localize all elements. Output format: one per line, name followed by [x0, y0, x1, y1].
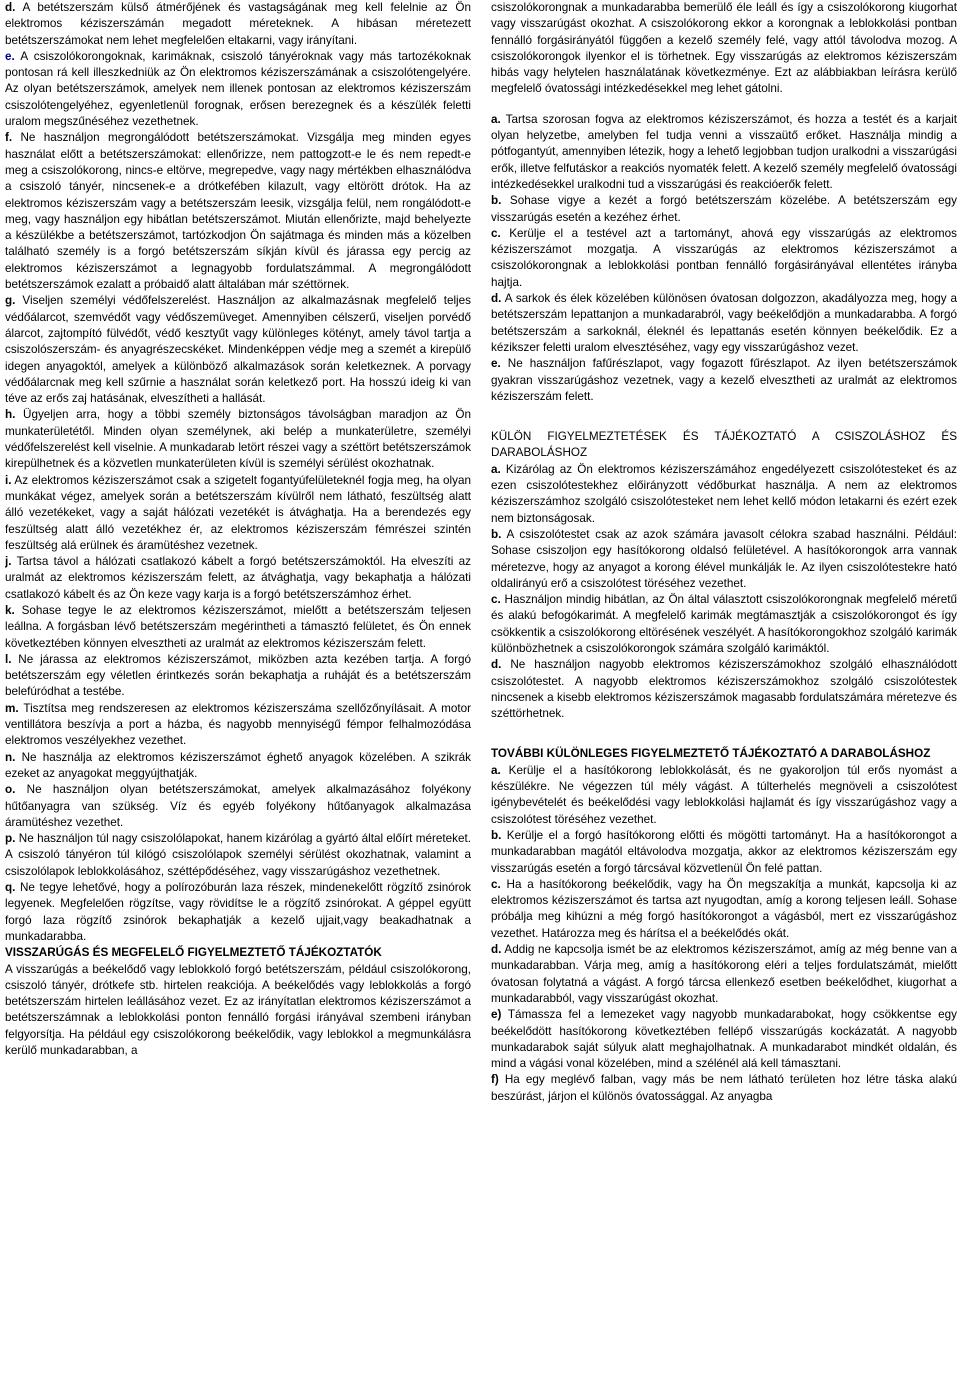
paragraph-cutting-c: [491, 877, 957, 942]
item-marker: f.: [5, 131, 13, 145]
paragraph-grinding-c: [491, 592, 957, 657]
spacer: [491, 98, 957, 112]
item-text: Kerülje el a testével azt a tartományt, ahová egy visszarúgás az elektromos kéziszerszámot mozgatja. A visszarúgás az elektromos kéziszerszámot a csiszolókorongnak a leblokkolási pontban fennálló forgásirányával ellentétes irányba hajtja.: [491, 226, 957, 289]
item-text: Ne tegye lehetővé, hogy a polírozóburán laza részek, mindenekelőtt rögzítő zsinórok legyenek. Megfelelően rögzítse, vagy rövidítse le a rögzítő zsinórokat. A géppel együtt forgó laza rögzítő zsinórok bekaphatják a kezelő ujjait,vagy beakadhatnak a munkadarabba.: [5, 881, 471, 943]
paragraph-o: [5, 782, 471, 831]
item-marker: b.: [491, 828, 502, 842]
item-marker: c.: [491, 226, 501, 240]
item-marker: p.: [5, 832, 16, 846]
item-marker: b.: [491, 194, 502, 208]
item-text: Kerülje el a forgó hasítókorong előtti és mögötti tartományt. Ha a hasítókorongot a munkadarabban magától eltávolodva mozgatja, akkor az elektromos kéziszerszám egy visszarúgás esetén a forgó tárcsával közvetlenül Ön felé pattan.: [491, 828, 957, 875]
paragraph-cutting-a: [491, 763, 957, 828]
item-marker: e): [491, 1008, 502, 1022]
spacer: [491, 405, 957, 429]
item-marker: g.: [5, 294, 16, 308]
paragraph-kickback-c: [491, 226, 957, 291]
item-marker: q.: [5, 881, 16, 895]
paragraph-m: [5, 701, 471, 750]
item-marker: j.: [5, 555, 12, 569]
item-text: Ne használja az elektromos kéziszerszámot éghető anyagok közelében. A szikrák ezeket az anyagokat meggyújthatják.: [5, 750, 471, 780]
item-text: Tisztítsa meg rendszeresen az elektromos kéziszerszáma szellőzőnyílásait. A motor ventillátora beszívja a port a házba, és nagyobb mennyiségű fémpor felhalmozódása elektromos veszélyekhez vezethet.: [5, 701, 471, 748]
item-text: A sarkok és élek közelében különösen óvatosan dolgozzon, akadályozza meg, hogy a betétszerszám lepattanjon a munkadarabról, vagy beékelődjön a munkadarabba. A forgó betétszerszám a sarkoknál, éleknél és lepattanás esetén könnyen beékelődik. Ez a kézikszer feletti uralom elvesztéséhez, vagy egy visszarúgáshoz vezet.: [491, 292, 957, 354]
paragraph-kickback-intro: A visszarúgás a beékelődő vagy leblokkoló forgó betétszerszám, például csiszolókorong, csiszoló tányér, drótkefe stb. hirtelen reakciója. A beékelődés vagy leblokkolás a forgó betétszerszám hirtelen leállásához vezet. Ez az irányítatlan elektromos kéziszerszámot a betétszerszámnak a leblokkolási ponton fennálló forgási irányával szembeni irányban felgyorsítja. Ha például egy csiszolókorong beékelődik, vagy leblokkol a megmunkálásra kerülő munkadarabban, a: [5, 962, 471, 1057]
paragraph-f: [5, 130, 471, 293]
paragraph-e: [5, 49, 471, 130]
item-text: Támassza fel a lemezeket vagy nagyobb munkadarabokat, hogy csökkentse egy beékelődött hasítókorong következtében fellépő visszarúgás kockázatát. A nagyobb munkadarabok saját súlyuk alatt meghajolhatnak. A munkadarabot mindkét oldalán, és mind a vágási vonal közelében, mind a szélénél alá kell támasztani.: [491, 1008, 957, 1071]
item-marker: e.: [491, 357, 501, 371]
item-marker: f): [491, 1073, 499, 1087]
item-marker: d.: [5, 1, 16, 14]
paragraph-k: [5, 603, 471, 652]
item-text: Kerülje el a hasítókorong leblokkolását, és ne gyakoroljon túl erős nyomást a készülékre. Ne végezzen túl mély vágást. A túlterhelés megnöveli a csiszolótest igénybevételét és beékelődési vagy leblokkolási hajlamát és így visszarúgáshoz vagy a csiszolótest töréséhez vezethet.: [491, 763, 957, 826]
item-marker: m.: [5, 701, 19, 715]
item-text: A csiszolókorongoknak, karimáknak, csiszoló tányéroknak vagy más tartozékoknak pontosan rá kell illeszkedniük az Ön elektromos kéziszerszámának a csiszolótengelyére. Az olyan betétszerszámok, amelyek nem illenek pontosan az elektromos kéziszerszám csiszolótengelyéhez, egyenletlenül forognak, erősen berezegnek és a készülék feletti uralom megszűnéséhez vezethetnek.: [5, 49, 471, 129]
paragraph-p: [5, 831, 471, 880]
paragraph-kickback-continued: csiszolókorongnak a munkadarabba bemerülő éle leáll és így a csiszolókorong kiugorhat vagy visszarúgást okozhat. A csiszolókorong ekkor a korongnak a leblokkolási pontban fennálló forgásirányától függően a kezelő személy felé, vagy attól távolodva mozog. A csiszolókorongok ilyenkor el is törhetnek. Egy visszarúgás az elektromos kéziszerszám hibás vagy helytelen használatának következménye. Ezt az alábbiakban leírásra kerülő megfelelő óvatossági intézkedésekkel meg lehet gátolni.: [491, 1, 957, 96]
item-text: Addig ne kapcsolja ismét be az elektromos kéziszerszámot, amíg az még benne van a munkadarabban. Várja meg, amíg a hasítókorong eléri a teljes fordulatszámát, mielőtt óvatosan folytatná a vágást. A forgó tárcsa ellenkező esetben beékelődhet, kiugorhat a munkadarabból, vagy visszarúgást okozhat.: [491, 943, 957, 1005]
item-marker: c.: [491, 593, 501, 607]
item-text: Ha a hasítókorong beékelődik, vagy ha Ön megszakítja a munkát, kapcsolja ki az elektromos kéziszerszámot és tartsa azt nyugodtan, amíg a korong teljesen leáll. Sohase próbálja meg kihúzni a még forgó hasítókorongot a vágásból, mert ez visszarúgáshoz vezethet. Határozza meg és hárítsa el a beékelődés okát.: [491, 877, 957, 940]
item-text: Ne használjon megrongálódott betétszerszámokat. Vizsgálja meg minden egyes használat előtt a betétszerszámokat: ellenőrizze, nem pattogzott-e le és nem repedt-e meg a csiszolókorong, nincs-e eltörve, megrepedve, vagy nagy mértékben elhasználódva a csiszoló tányér, nincsenek-e a drótkefében kilazult, vagy eltörött drótok. Ha az elektromos kéziszerszám vagy a betétszerszám leesik, vizsgálja felül, nem rongálódott-e meg, vagy használjon egy hibátlan betétszerszámot. Miután ellenőrizte, majd behelyezte a készülékbe a betétszerszámot, tartózkodjon Ön sajátmaga és minden más a közelben található személy is a forgó betétszerszám síkján kívül és járassa egy percig az elektromos kéziszerszámot a legnagyobb fordulatszámmal. A megrongálódott betétszerszámok ezalatt a próbaidő alatt általában már széttörnek.: [5, 131, 471, 292]
paragraph-grinding-a: [491, 462, 957, 527]
section-heading-kickback: VISSZARÚGÁS ÉS MEGFELELŐ FIGYELMEZTETŐ TÁJÉKOZTATÓK: [5, 946, 382, 960]
item-marker: d.: [491, 943, 502, 957]
paragraph-d: [5, 0, 471, 49]
item-text: Viseljen személyi védőfelszerelést. Használjon az alkalmazásnak megfelelő teljes védőálarcot, szemvédőt vagy védőszemüveget. Amennyiben célszerű, viseljen porvédő álarcot, zajtompító fülvédőt, védő kesztyűt vagy különleges kötényt, amely távol tartja a csiszolószerszám- és anyagrészecskéket. Mindenképpen védje meg a szemét a kirepülő idegen anyagoktól, amelyek a különböző alkalmazások során keletkeznek. A porvagy védőálarcnak meg kell szűrnie a használat során keletkező port. Ha hosszú ideig ki van téve az erős zaj hatásának, elveszítheti a hallását.: [5, 294, 471, 406]
item-marker: n.: [5, 750, 16, 764]
item-marker: i.: [5, 473, 12, 487]
item-marker: c.: [491, 877, 501, 891]
item-marker: e.: [5, 49, 15, 63]
item-text: Ne használjon olyan betétszerszámokat, amelyek alkalmazásához folyékony hűtőanyagra van szükség. Víz és egyéb folyékony hűtőanyagok alkalmazása áramütéshez vezethet.: [5, 783, 471, 829]
item-marker: h.: [5, 408, 16, 422]
item-marker: a.: [491, 763, 501, 777]
paragraph-cutting-f: [491, 1072, 957, 1105]
item-text: A betétszerszám külső átmérőjének és vastagságának meg kell felelnie az Ön elektromos kéziszerszámán megadott méreteknek. A hibásan méretezett betétszerszámokat nem lehet megfelelően eltakarni, vagy irányítani.: [5, 1, 471, 47]
item-marker: k.: [5, 603, 15, 617]
right-column: [491, 0, 957, 1394]
item-marker: b.: [491, 527, 502, 541]
item-marker: a.: [491, 112, 501, 126]
paragraph-n: [5, 750, 471, 783]
spacer: [491, 722, 957, 746]
item-marker: l.: [5, 652, 12, 666]
paragraph-l: [5, 652, 471, 701]
item-marker: a.: [491, 462, 501, 476]
item-text: Tartsa távol a hálózati csatlakozó kábelt a forgó betétszerszámoktól. Ha elveszíti az uralmát az elektromos kéziszerszám felett, az átvághatja, vagy bekaphatja a hálózati csatlakozó kábelt és az Ön keze vagy karja is a forgó betétszerszámhoz érhet.: [5, 555, 471, 601]
paragraph-cutting-e: [491, 1007, 957, 1072]
paragraph-kickback-b: [491, 193, 957, 226]
item-text: Sohase vigye a kezét a forgó betétszerszám közelébe. A betétszerszám egy visszarúgás esetén a kezéhez érhet.: [491, 194, 957, 224]
paragraph-kickback-e: [491, 356, 957, 405]
item-marker: d.: [491, 292, 502, 306]
item-marker: d.: [491, 658, 502, 672]
item-text: Ne használjon nagyobb elektromos kéziszerszámokhoz szolgáló elhasználódott csiszolótestet. A nagyobb elektromos kéziszerszámokhoz szolgáló csiszolótestek nincsenek a kisebb elektromos kéziszerszámok magasabb fordulatszámára méretezve és széttörhetnek.: [491, 658, 957, 721]
section-heading-grinding: KÜLÖN FIGYELMEZTETÉSEK ÉS TÁJÉKOZTATÓ A CSISZOLÁSHOZ ÉS DARABOLÁSHOZ: [491, 430, 957, 460]
item-text: Sohase tegye le az elektromos kéziszerszámot, mielőtt a betétszerszám teljesen leállna. A forgásban lévő betétszerszám megérintheti a támasztó felületet, és Ön ennek következtében könnyen elvesztheti az uralmát az elektromos kéziszerszám felett.: [5, 603, 471, 650]
paragraph-g: [5, 293, 471, 407]
item-text: Ne járassa az elektromos kéziszerszámot, miközben azta kezében tartja. A forgó betétszerszám egy véletlen érintkezés során bekaphatja a ruháját és a betétszerszám belefúródhat a testébe.: [5, 652, 471, 699]
paragraph-grinding-d: [491, 657, 957, 722]
item-text: Használjon mindig hibátlan, az Ön által választott csiszolókorongnak megfelelő méretű és alakú befogókarimát. A megfelelő karimák megtámasztják a csiszolókorongot és így csökkentik a csiszolókorong eltörésének veszélyét. A hasítókorongokhoz szolgáló karimák különbözhetnek a csiszolókorongok számára szolgáló karimáktól.: [491, 593, 957, 655]
paragraph-j: [5, 554, 471, 603]
paragraph-q: [5, 880, 471, 945]
paragraph-grinding-b: [491, 527, 957, 592]
section-heading-cutting: TOVÁBBI KÜLÖNLEGES FIGYELMEZTETŐ TÁJÉKOZTATÓ A DARABOLÁSHOZ: [491, 747, 931, 761]
item-text: A csiszolótestet csak az azok számára javasolt célokra szabad használni. Például: Sohase csiszoljon egy hasítókorong oldalsó felületével. A hasítókorongok arra vannak méretezve, hogy az anyagot a korong élével munkálják le. Az ilyen csiszolótestekre ható oldalirányú erő a csiszolótest töréséhez vezethet.: [491, 527, 957, 590]
item-text: Ha egy meglévő falban, vagy más be nem látható területen hoz létre táska alakú beszúrást, járjon el különös óvatossággal. Az anyagba: [491, 1073, 957, 1103]
paragraph-cutting-d: [491, 942, 957, 1007]
item-text: Tartsa szorosan fogva az elektromos kéziszerszámot, és hozza a testét és a karjait olyan helyzetbe, amelyben fel tudja venni a visszaütő erőket. Használja mindig a pótfogantyút, amennyiben létezik, hogy a lehető legjobban tudjon uralkodni a visszarúgási erők, illetve felfutáskor a reakciós nyomaték felett. A kezelő személy megfelelő óvatossági intézkedésekkel uralkodni tud a visszarúgási és reakcióerők felett.: [491, 112, 957, 191]
paragraph-kickback-a: [491, 112, 957, 193]
item-text: Ügyeljen arra, hogy a többi személy biztonságos távolságban maradjon az Ön munkaterületétől. Minden olyan személynek, aki belép a munkaterületre, személyi védőfelszerelést kell viselnie. A munkadarab letört részei vagy a széttört betétszerszámok kirepülhetnek és a közvetlen munkaterületen kívül is személyi sérülést okozhatnak.: [5, 408, 471, 471]
paragraph-h: [5, 407, 471, 472]
paragraph-cutting-b: [491, 828, 957, 877]
item-text: Az elektromos kéziszerszámot csak a szigetelt fogantyúfelületeknél fogja meg, ha olyan munkákat végez, amelyek során a betétszerszám kívülről nem látható, feszültség alatt álló vezetékeket, vagy a saját hálózati vezetékét is átvághatja. Ha a berendezés egy feszültség alatt álló vezetékhez ér, az elektromos kéziszerszám fémrészei szintén feszültség alá erülnek és áramütéshez vezetnek.: [5, 473, 471, 552]
item-text: Kizárólag az Ön elektromos kéziszerszámához engedélyezett csiszolótesteket és az ezen csiszolótestekhez előirányzott védőburkat használja. A nem az elektromos kéziszerszámhoz szolgáló csiszolótesteket nem lehet kellő módon letakarni és ezért ezek nem biztonságosak.: [491, 462, 957, 525]
item-marker: o.: [5, 783, 16, 797]
item-text: Ne használjon fafűrészlapot, vagy fogazott fűrészlapot. Az ilyen betétszerszámok gyakran visszarúgáshoz vezetnek, vagy a kezelő elvesztheti az uralmát az elektromos kéziszerszám felett.: [491, 357, 957, 403]
left-column: [5, 0, 471, 1394]
item-text: Ne használjon túl nagy csiszolólapokat, hanem kizárólag a gyártó által előírt méreteket. A csiszoló tányéron túl kilógó csiszolólapok személyi sérülést okozhatnak, valamint a csiszolólapok leblokkolásához, széttépődéséhez, vagy visszarúgáshoz vezethetnek.: [5, 832, 471, 878]
paragraph-i: [5, 473, 471, 554]
paragraph-kickback-d: [491, 291, 957, 356]
